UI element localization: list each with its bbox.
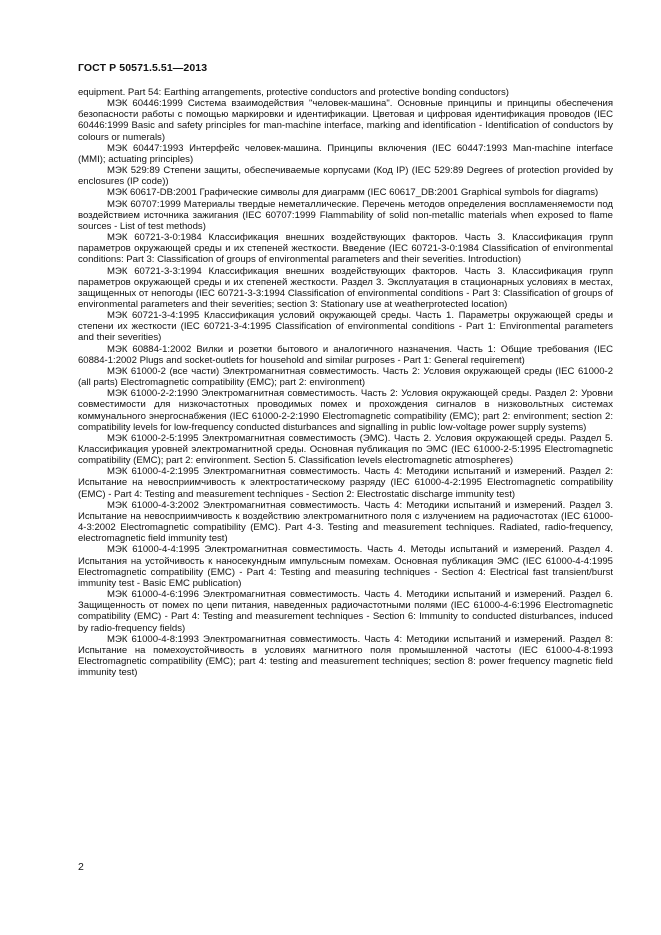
reference-iec-61000-4-4: МЭК 61000-4-4:1995 Электромагнитная совместимость. Часть 4. Методы испытаний и измерений. Раздел 4. Испытания на устойчивость к наносекундным импульсным помехам. Основная публикация ЭМС (IEC 61000-4-4:1995 Electromagnetic compatibility (EMC) - Part 4: Testing and measuring techniques - Section 4: Electrical fast transient/burst immunity test - Basic EMC publication) <box>78 544 613 589</box>
reference-iec-61000-2-2: МЭК 61000-2-2:1990 Электромагнитная совместимость. Часть 2: Условия окружающей среды. Раздел 2: Уровни совместимости для низкочастотных проводимых помех и прохождения сигналов в низковольтных системах коммунального энергоснабжения (IEC 61000-2-2:1990 Electromagnetic compatibility (EMC); part 2: environment; section 2: compatibility levels for low-frequency conducted disturbances and signalling in public low-voltage power supply systems) <box>78 388 613 433</box>
reference-iec-60884-1: МЭК 60884-1:2002 Вилки и розетки бытового и аналогичного назначения. Часть 1: Общие требования (IEC 60884-1:2002 Plugs and socket-outlets for household and similar purposes - Part 1: General requirement) <box>78 343 613 366</box>
document-body <box>78 87 613 678</box>
reference-iec-61000-2-5: МЭК 61000-2-5:1995 Электромагнитная совместимость (ЭМС). Часть 2. Условия окружающей среды. Раздел 5. Классификация уровней электромагнитной среды. Основная публикация по ЭМС (IEC 61000-2-5:1995 Electromagnetic compatibility (EMC); part 2: environment. Section 5. Classification levels electromagnetic atmospheres) <box>78 432 613 467</box>
reference-iec-60707: МЭК 60707:1999 Материалы твердые неметаллические. Перечень методов определения воспламеняемости под воздействием источника зажигания (IEC 60707:1999 Flammability of solid non-metallic materials when exposed to flame sources - List of test methods) <box>78 198 613 232</box>
standard-header: ГОСТ Р 50571.5.51—2013 <box>78 62 208 74</box>
reference-iec-60447: МЭК 60447:1993 Интерфейс человек-машина. Принципы включения (IEC 60447:1993 Man-machine interface (MMI); actuating principles) <box>78 142 613 165</box>
reference-iec-60617: МЭК 60617-DB:2001 Графические символы для диаграмм (IEC 60617_DB:2001 Graphical symbols for diagrams) <box>107 187 599 199</box>
reference-iec-529: МЭК 529:89 Степени защиты, обеспечиваемые корпусами (Код IP) (IEC 529:89 Degrees of protection provided by enclosures (IP code)) <box>78 165 613 188</box>
reference-iec-60721-3-4: МЭК 60721-3-4:1995 Классификация условий окружающей среды. Часть 1. Параметры окружающей среды и степени их жесткости (IEC 60721-3-4:1995 Classification of environmental conditions - Part 1: Environmental parameters and their severities) <box>78 310 613 344</box>
reference-iec-61000-4-6: МЭК 61000-4-6:1996 Электромагнитная совместимость. Часть 4. Методики испытаний и измерений. Раздел 6. Защищенность от помех по цепи питания, наведенных радиочастотными полями (IEC 61000-4-6:1996 Electromagnetic compatibility (EMC) - Part 4: Testing and measurement techniques - Section 6: Immunity to conducted disturbances, induced by radio-frequency fields) <box>78 589 613 634</box>
reference-iec-61000-4-2: МЭК 61000-4-2:1995 Электромагнитная совместимость. Часть 4: Методики испытаний и измерений. Раздел 2: Испытание на невосприимчивость к электростатическому разряду (IEC 61000-4-2:1995 Electromagnetic compatibility (EMC) - Part 4: Testing and measurement techniques - Section 2: Electrostatic discharge immunity test) <box>78 466 613 500</box>
page-number: 2 <box>78 861 84 873</box>
reference-iec-60721-3-3: МЭК 60721-3-3:1994 Классификация внешних воздействующих факторов. Часть 3. Классификация групп параметров окружающей среды и их степеней жесткости. Раздел 3. Эксплуатация в стационарных условиях в местах, защищенных от непогоды (IEC 60721-3-3:1994 Classification of environmental conditions - Part 3: Classification of groups of environmental parameters and their severities; section 3: Stationary use at weatherprotected location) <box>78 265 613 310</box>
paragraph-continuation: equipment. Part 54: Earthing arrangements, protective conductors and protective bonding conductors) <box>78 87 509 98</box>
reference-iec-60446: МЭК 60446:1999 Система взаимодействия "человек-машина". Основные принципы и принципы обеспечения безопасности работы с помощью маркировки и идентификации. Цветовая и цифровая идентификация проводов (IEC 60446:1999 Basic and safety principles for man-machine interface, marking and identification - Identification of conductors by colours or numerals) <box>78 98 613 143</box>
reference-iec-60721-3-0: МЭК 60721-3-0:1984 Классификация внешних воздействующих факторов. Часть 3. Классификация групп параметров окружающей среды и их степеней жесткости. Введение (IEC 60721-3-0:1984 Classification of environmental conditions: Part 3: Classification of groups of environmental parameters and their severities. Introduction) <box>78 232 613 266</box>
reference-iec-61000-4-3: МЭК 61000-4-3:2002 Электромагнитная совместимость. Часть 4: Методики испытаний и измерений. Раздел 3. Испытание на невосприимчивость к воздействию электромагнитного поля с излучением на радиочастотах (IEC 61000-4-3:2002 Electromagnetic compatibility (EMC). Part 4-3. Testing and measurement techniques. Radiated, radio-frequency, electromagnetic field immunity test) <box>78 499 613 545</box>
reference-iec-61000-2: МЭК 61000-2 (все части) Электромагнитная совместимость. Часть 2: Условия окружающей среды (IEC 61000-2 (all parts) Electromagnetic compatibility (EMC); part 2: environment) <box>78 365 613 389</box>
reference-iec-61000-4-8: МЭК 61000-4-8:1993 Электромагнитная совместимость. Часть 4: Методики испытаний и измерений. Раздел 8: Испытание на помехоустойчивость в условиях магнитного поля промышленной частоты (IEC 61000-4-8:1993 Electromagnetic compatibility (EMC); part 4: testing and measurement techniques; section 8: power frequency magnetic field immunity test) <box>78 633 613 679</box>
